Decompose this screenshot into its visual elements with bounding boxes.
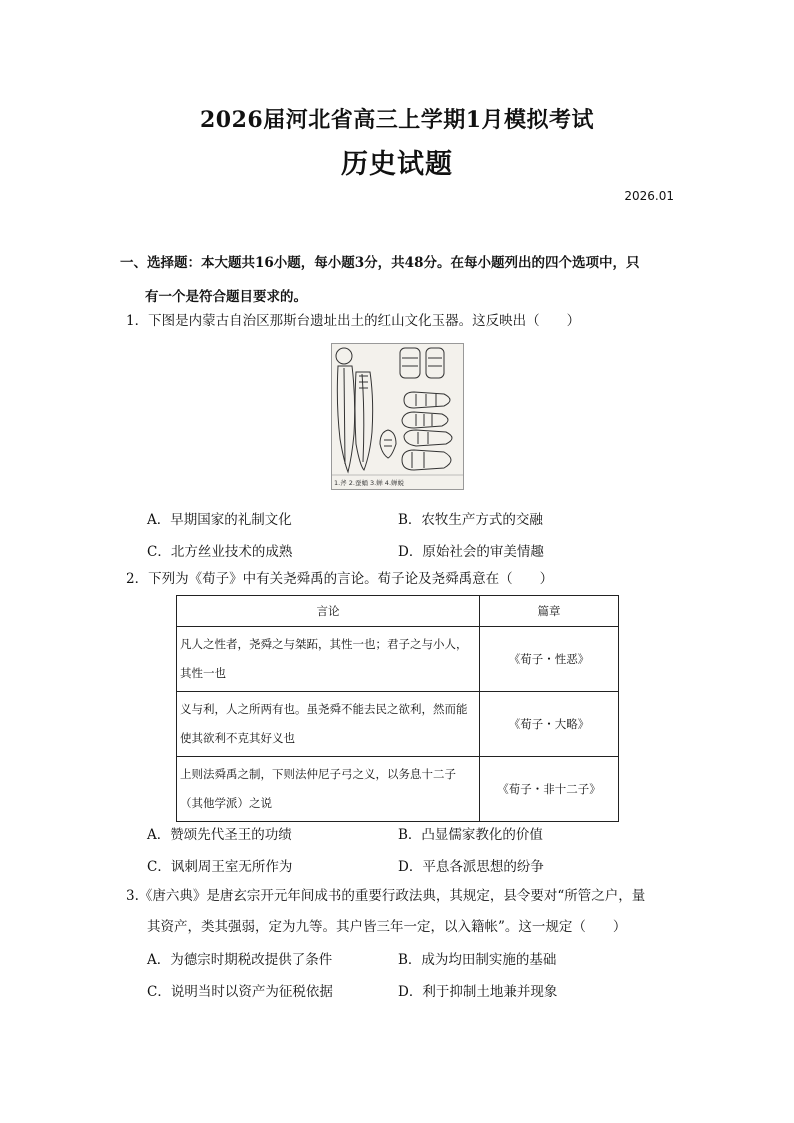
section-heading-line-2: 有一个是符合题目要求的。 — [145, 289, 307, 305]
q2-option-b[interactable]: B．凸显儒家教化的价值 — [398, 827, 543, 843]
q1-option-d[interactable]: D．原始社会的审美情趣 — [398, 544, 544, 560]
q1-option-b[interactable]: B．农牧生产方式的交融 — [398, 512, 543, 528]
table-cell-source: 《荀子・非十二子》 — [480, 757, 619, 822]
q3-option-d[interactable]: D．利于抑制土地兼并现象 — [398, 984, 558, 1000]
exam-date: 2026.01 — [624, 189, 674, 203]
jade-artifacts-drawing — [332, 344, 463, 489]
table-row — [177, 692, 619, 757]
jade-artifacts-figure — [331, 343, 464, 490]
table-cell-quote: 上则法舜禹之制，下则法仲尼子弓之义，以务息十二子（其他学派）之说 — [177, 757, 480, 822]
table-header-quote: 言论 — [177, 596, 480, 627]
table-header-source: 篇章 — [480, 596, 619, 627]
q3-option-c[interactable]: C．说明当时以资产为征税依据 — [147, 984, 333, 1000]
exam-title: 2026届河北省高三上学期1月模拟考试 — [199, 107, 595, 133]
table-cell-source: 《荀子・大略》 — [480, 692, 619, 757]
q2-option-c[interactable]: C．讽刺周王室无所作为 — [147, 859, 293, 875]
q2-option-d[interactable]: D．平息各派思想的纷争 — [398, 859, 544, 875]
q3-option-a[interactable]: A．为德宗时期税改提供了条件 — [147, 952, 333, 968]
section-heading-line-1: 一、选择题：本大题共16小题，每小题3分，共48分。在每小题列出的四个选项中，只 — [120, 255, 640, 271]
figure-caption: 1.斧 2.蚕蛹 3.蝉 4.蝉蜕 — [334, 479, 405, 487]
question-1-stem: 1．下图是内蒙古自治区那斯台遗址出土的红山文化玉器。这反映出（ ） — [126, 313, 581, 329]
q1-option-a[interactable]: A．早期国家的礼制文化 — [147, 512, 292, 528]
q3-option-b[interactable]: B．成为均田制实施的基础 — [398, 952, 557, 968]
q2-option-a[interactable]: A．赞颂先代圣王的功绩 — [147, 827, 292, 843]
question-2-stem: 2．下列为《荀子》中有关尧舜禹的言论。荀子论及尧舜禹意在（ ） — [126, 571, 554, 587]
table-row — [177, 627, 619, 692]
exam-subject: 历史试题 — [341, 149, 453, 180]
question-3-stem-line-1: 3.《唐六典》是唐玄宗开元年间成书的重要行政法典，其规定，县令要对“所管之户，量 — [126, 888, 646, 904]
question-3-stem-line-2: 其资产，类其强弱，定为九等。其户皆三年一定，以入籍帐”。这一规定（ ） — [147, 919, 627, 935]
quotes-table — [176, 595, 619, 822]
table-header-row — [177, 596, 619, 627]
table-cell-quote: 凡人之性者，尧舜之与桀跖，其性一也；君子之与小人，其性一也 — [177, 627, 480, 692]
table-row — [177, 757, 619, 822]
q1-option-c[interactable]: C．北方丝业技术的成熟 — [147, 544, 293, 560]
table-cell-source: 《荀子・性恶》 — [480, 627, 619, 692]
table-cell-quote: 义与利，人之所两有也。虽尧舜不能去民之欲利，然而能使其欲利不克其好义也 — [177, 692, 480, 757]
section-heading — [120, 246, 680, 314]
